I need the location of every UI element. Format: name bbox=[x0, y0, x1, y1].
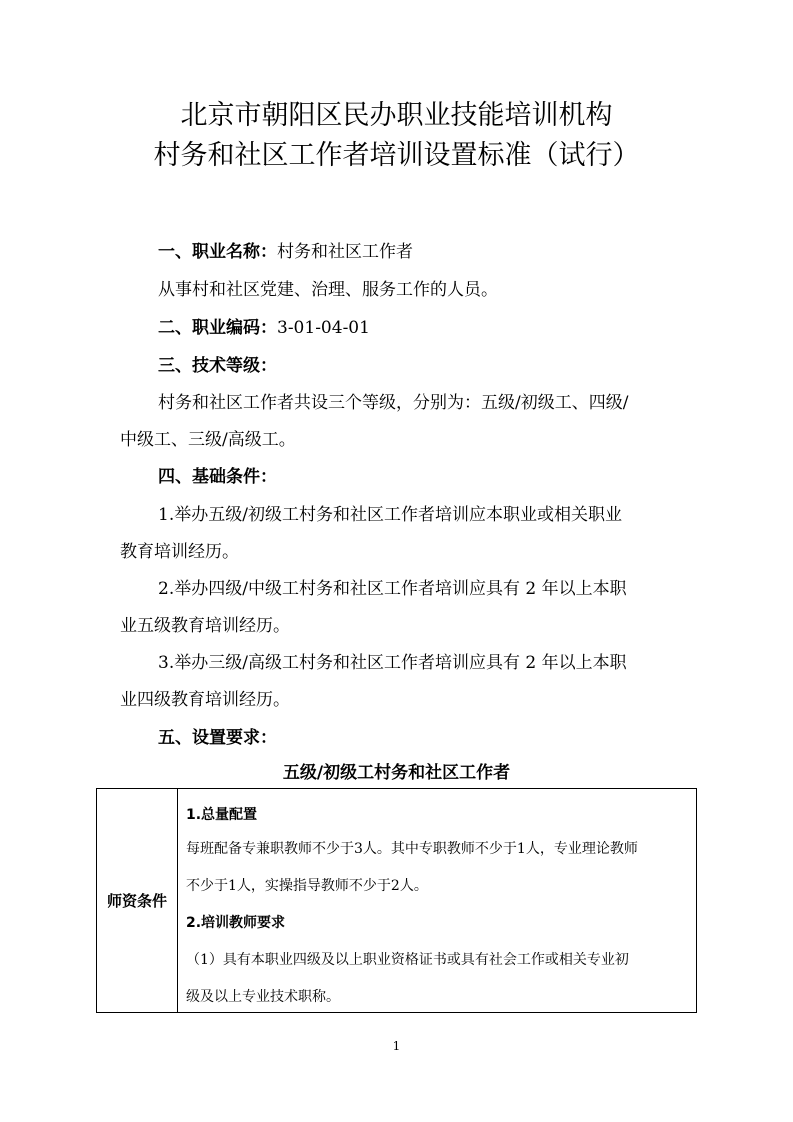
section-1-value: 村务和社区工作者 bbox=[277, 242, 413, 262]
table-item1-line2: 不少于1人，实操指导教师不少于2人。 bbox=[186, 878, 428, 894]
table-title: 五级/初级工村务和社区工作者 bbox=[282, 763, 511, 783]
document-title-line2: 村务和社区工作者培训设置标准（试行） bbox=[153, 140, 640, 171]
section-1-description: 从事村和社区党建、治理、服务工作的人员。 bbox=[158, 280, 498, 300]
section-4-item2-line2: 业五级教育培训经历。 bbox=[120, 616, 290, 636]
section-5-heading: 五、设置要求： bbox=[158, 728, 277, 748]
section-4-item1-line2: 教育培训经历。 bbox=[120, 542, 239, 562]
table-left-label: 师资条件 bbox=[97, 789, 178, 1012]
table-item2-line1: （1）具有本职业四级及以上职业资格证书或具有社会工作或相关专业初 bbox=[186, 952, 629, 968]
section-4-heading: 四、基础条件： bbox=[158, 467, 277, 487]
section-4-item2-line1: 2.举办四级/中级工村务和社区工作者培训应具有 2 年以上本职 bbox=[158, 579, 627, 599]
section-1 bbox=[158, 240, 718, 264]
section-4-item3-line2: 业四级教育培训经历。 bbox=[120, 690, 290, 710]
table-content-cell bbox=[178, 789, 696, 1012]
section-3-text-line1: 村务和社区工作者共设三个等级，分别为：五级/初级工、四级/ bbox=[158, 393, 629, 413]
section-2 bbox=[158, 316, 718, 340]
section-2-value: 3-01-04-01 bbox=[277, 318, 370, 338]
section-3-heading: 三、技术等级： bbox=[158, 356, 277, 376]
section-4-item1-line1: 1.举办五级/初级工村务和社区工作者培训应本职业或相关职业 bbox=[158, 505, 622, 525]
table-item1-line1: 每班配备专兼职教师不少于3人。其中专职教师不少于1人，专业理论教师 bbox=[186, 841, 638, 857]
section-1-heading: 一、职业名称： bbox=[158, 242, 277, 262]
document-title-line1: 北京市朝阳区民办职业技能培训机构 bbox=[180, 100, 613, 131]
table-item2-line2: 级及以上专业技术职称。 bbox=[186, 989, 340, 1005]
section-3-text-line2: 中级工、三级/高级工。 bbox=[120, 430, 296, 450]
table-item1-heading: 1.总量配置 bbox=[186, 807, 258, 823]
section-4-item3-line1: 3.举办三级/高级工村务和社区工作者培训应具有 2 年以上本职 bbox=[158, 653, 627, 673]
table-item2-heading: 2.培训教师要求 bbox=[186, 915, 286, 931]
page-number: 1 bbox=[392, 1039, 401, 1053]
requirements-table bbox=[96, 788, 697, 1013]
section-2-heading: 二、职业编码： bbox=[158, 318, 277, 338]
